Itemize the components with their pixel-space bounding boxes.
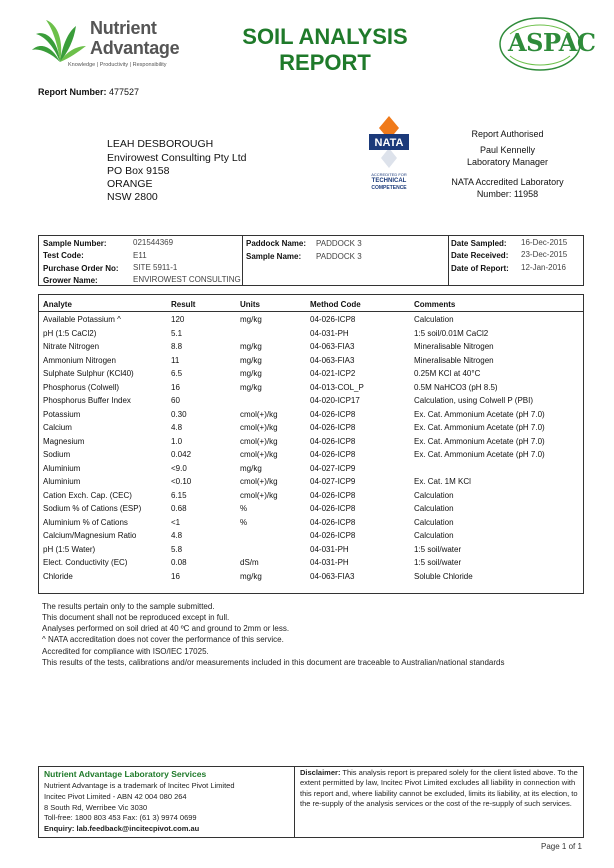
cell-analyte: Magnesium: [43, 436, 85, 446]
footer-line: 8 South Rd, Werribee Vic 3030: [44, 803, 148, 812]
sample-name-value: PADDOCK 3: [316, 252, 362, 261]
lab-services-title: Nutrient Advantage Laboratory Services: [44, 769, 207, 779]
cell-result: 11: [171, 355, 180, 365]
cell-result: 60: [171, 396, 180, 405]
cell-method: 04-063-FIA3: [310, 571, 355, 581]
address-po-box: PO Box 9158: [107, 165, 170, 177]
cell-method: 04-026-ICP8: [310, 450, 356, 459]
paddock-name-label: Paddock Name:: [246, 239, 307, 248]
cell-comments: Ex. Cat. Ammonium Acetate (pH 7.0): [414, 409, 545, 419]
cell-analyte: Sodium: [43, 450, 71, 459]
brand-name-line2: Advantage: [90, 38, 180, 58]
date-received-label: Date Received:: [451, 251, 509, 260]
cell-method: 04-020-ICP17: [310, 396, 360, 405]
aspac-logo-text: ASPAC: [508, 28, 596, 57]
sample-number-value: 021544369: [133, 238, 174, 247]
cell-method: 04-063-FIA3: [310, 342, 355, 351]
cell-comments: Calculation: [414, 517, 454, 527]
header-comments: Comments: [414, 300, 456, 309]
auth-nata-lab: NATA Accredited Laboratory: [451, 177, 564, 187]
nata-competence-text: COMPETENCE: [371, 185, 407, 191]
cell-analyte: Cation Exch. Cap. (CEC): [43, 490, 132, 500]
sample-box-divider: [242, 235, 243, 286]
cell-result: 0.68: [171, 504, 187, 513]
cell-units: %: [240, 517, 248, 527]
table-row: [0, 410, 614, 422]
table-row: [0, 423, 614, 435]
note-line: Accredited for compliance with ISO/IEC 17025.: [42, 647, 209, 656]
cell-comments: Calculation: [414, 531, 454, 540]
address-city: ORANGE: [107, 178, 153, 190]
cell-result: 16: [171, 382, 180, 392]
cell-comments: Calculation: [414, 315, 454, 324]
cell-analyte: Aluminium % of Cations: [43, 517, 128, 527]
table-row: [0, 369, 614, 381]
note-line: This document shall not be reproduced except in full.: [42, 613, 230, 622]
table-row: [0, 356, 614, 368]
cell-comments: Calculation: [414, 490, 454, 500]
cell-units: mg/kg: [240, 342, 262, 351]
cell-result: <1: [171, 517, 181, 527]
cell-method: 04-031-PH: [310, 544, 349, 554]
paddock-name-value: PADDOCK 3: [316, 239, 362, 248]
cell-method: 04-026-ICP8: [310, 531, 356, 540]
cell-result: 1.0: [171, 436, 183, 446]
address-state: NSW 2800: [107, 191, 158, 203]
table-row: [0, 504, 614, 516]
cell-result: <9.0: [171, 463, 187, 473]
cell-result: 0.30: [171, 409, 187, 419]
cell-comments: Ex. Cat. Ammonium Acetate (pH 7.0): [414, 436, 545, 446]
cell-comments: Calculation, using Colwell P (PBI): [414, 396, 534, 405]
cell-analyte: Phosphorus (Colwell): [43, 382, 120, 392]
table-row: [0, 450, 614, 462]
cell-method: 04-027-ICP9: [310, 477, 356, 486]
cell-method: 04-021-ICP2: [310, 369, 356, 378]
header-method: Method Code: [310, 300, 361, 309]
cell-method: 04-063-FIA3: [310, 355, 355, 365]
cell-comments: Ex. Cat. Ammonium Acetate (pH 7.0): [414, 450, 545, 459]
test-code-value: E11: [133, 251, 147, 260]
cell-analyte: Sodium % of Cations (ESP): [43, 504, 142, 513]
cell-method: 04-027-ICP9: [310, 463, 356, 473]
cell-method: 04-026-ICP8: [310, 490, 356, 500]
cell-analyte: Available Potassium ^: [43, 315, 121, 324]
auth-name: Paul Kennelly: [479, 145, 536, 155]
table-row: [0, 545, 614, 557]
cell-comments: Mineralisable Nitrogen: [414, 355, 494, 365]
cell-result: 5.8: [171, 544, 183, 554]
cell-units: cmol(+)/kg: [240, 450, 278, 459]
cell-result: 8.8: [171, 342, 183, 351]
cell-units: mg/kg: [240, 571, 262, 581]
purchase-order-label: Purchase Order No:: [43, 264, 119, 273]
note-line: The results pertain only to the sample submitted.: [42, 602, 215, 611]
cell-method: 04-026-ICP8: [310, 409, 356, 419]
footer-line: Incitec Pivot Limited - ABN 42 004 080 264: [44, 792, 187, 801]
cell-result: 6.15: [171, 490, 187, 500]
cell-analyte: pH (1:5 Water): [43, 544, 96, 554]
page-number: Page 1 of 1: [541, 842, 582, 851]
cell-units: cmol(+)/kg: [240, 490, 278, 500]
cell-units: cmol(+)/kg: [240, 436, 278, 446]
brand-name-line1: Nutrient: [90, 18, 157, 38]
purchase-order-value: SITE 5911-1: [133, 263, 178, 272]
cell-method: 04-013-COL_P: [310, 382, 364, 392]
cell-units: cmol(+)/kg: [240, 477, 278, 486]
address-company: Envirowest Consulting Pty Ltd: [107, 152, 247, 164]
note-line: This results of the tests, calibrations and/or measurements included in this document are traceable to Australian/national standards: [42, 658, 505, 667]
grower-name-label: Grower Name:: [43, 276, 98, 285]
cell-analyte: Aluminium: [43, 463, 81, 473]
nata-accredited-text: ACCREDITED FOR: [371, 172, 407, 177]
cell-result: 4.8: [171, 423, 183, 432]
cell-units: %: [240, 504, 248, 513]
header-analyte: Analyte: [43, 300, 72, 309]
header-result: Result: [171, 300, 196, 309]
cell-analyte: Calcium: [43, 423, 72, 432]
cell-result: 5.1: [171, 328, 183, 338]
cell-result: 4.8: [171, 531, 183, 540]
report-number-value: 477527: [109, 87, 140, 97]
cell-result: 0.042: [171, 450, 192, 459]
table-row: [0, 437, 614, 449]
note-line: Analyses performed on soil dried at 40 ºC and ground to 2mm or less.: [42, 624, 290, 633]
brand-tagline: Knowledge | Productivity | Responsibility: [68, 62, 167, 68]
report-number: [38, 87, 139, 97]
date-report-label: Date of Report:: [451, 264, 509, 273]
date-sampled-label: Date Sampled:: [451, 239, 507, 248]
footer-line: Nutrient Advantage is a trademark of Incitec Pivot Limited: [44, 781, 235, 790]
report-title-line2: REPORT: [279, 50, 371, 75]
date-report-value: 12-Jan-2016: [521, 263, 566, 272]
cell-comments: 1:5 soil/water: [414, 544, 462, 554]
sample-number-label: Sample Number:: [43, 239, 107, 248]
date-received-value: 23-Dec-2015: [521, 250, 568, 259]
table-row: [0, 531, 614, 543]
address-name: LEAH DESBOROUGH: [107, 138, 214, 150]
cell-units: mg/kg: [240, 355, 262, 365]
note-line: ^ NATA accreditation does not cover the performance of this service.: [42, 635, 284, 644]
cell-comments: 0.5M NaHCO3 (pH 8.5): [414, 382, 498, 392]
cell-comments: Calculation: [414, 504, 454, 513]
cell-comments: 1:5 soil/0.01M CaCl2: [414, 328, 489, 338]
cell-units: cmol(+)/kg: [240, 423, 278, 432]
cell-method: 04-031-PH: [310, 558, 349, 567]
cell-analyte: Aluminium: [43, 477, 81, 486]
cell-analyte: Potassium: [43, 409, 81, 419]
date-sampled-value: 16-Dec-2015: [521, 238, 568, 247]
footer-divider: [294, 766, 295, 838]
sample-box-divider: [448, 235, 449, 286]
cell-units: cmol(+)/kg: [240, 409, 278, 419]
cell-analyte: Phosphorus Buffer Index: [43, 396, 131, 405]
cell-analyte: Nitrate Nitrogen: [43, 342, 100, 351]
cell-result: 16: [171, 571, 180, 581]
cell-method: 04-031-PH: [310, 328, 349, 338]
test-code-label: Test Code:: [43, 251, 84, 260]
cell-analyte: pH (1:5 CaCl2): [43, 328, 97, 338]
sample-name-label: Sample Name:: [246, 252, 302, 261]
table-row: [0, 477, 614, 489]
enquiry-email[interactable]: Enquiry: lab.feedback@incitecpivot.com.au: [44, 824, 200, 833]
table-row: [0, 342, 614, 354]
auth-nata-number: Number: 11958: [476, 189, 539, 199]
report-title-line1: SOIL ANALYSIS: [242, 24, 408, 49]
footer-line: Toll-free: 1800 803 453 Fax: (61 3) 9974 0699: [44, 813, 197, 822]
cell-method: 04-026-ICP8: [310, 436, 356, 446]
cell-comments: 0.25M KCl at 40°C: [414, 369, 481, 378]
table-row: [0, 572, 614, 584]
cell-comments: Mineralisable Nitrogen: [414, 342, 494, 351]
cell-analyte: Elect. Conductivity (EC): [43, 558, 128, 567]
table-header-row: [0, 300, 614, 312]
disclaimer: [300, 768, 578, 809]
cell-units: mg/kg: [240, 382, 262, 392]
cell-result: 120: [171, 315, 185, 324]
cell-comments: 1:5 soil/water: [414, 558, 462, 567]
cell-comments: Ex. Cat. 1M KCl: [414, 477, 471, 486]
table-row: [0, 329, 614, 341]
cell-result: <0.10: [171, 477, 192, 486]
cell-units: mg/kg: [240, 463, 262, 473]
cell-comments: Soluble Chloride: [414, 571, 473, 581]
table-row: [0, 518, 614, 530]
cell-method: 04-026-ICP8: [310, 315, 356, 324]
cell-units: dS/m: [240, 558, 259, 567]
table-row: [0, 383, 614, 395]
nata-technical-text: TECHNICAL: [371, 178, 407, 184]
cell-analyte: Sulphate Sulphur (KCl40): [43, 369, 134, 378]
table-row: [0, 396, 614, 408]
auth-role: Laboratory Manager: [466, 157, 549, 167]
table-row: [0, 315, 614, 327]
cell-comments: Ex. Cat. Ammonium Acetate (pH 7.0): [414, 423, 545, 432]
cell-method: 04-026-ICP8: [310, 504, 356, 513]
table-row: [0, 464, 614, 476]
cell-result: 0.08: [171, 558, 187, 567]
cell-result: 6.5: [171, 369, 183, 378]
cell-analyte: Chloride: [43, 571, 73, 581]
cell-units: mg/kg: [240, 369, 262, 378]
cell-units: mg/kg: [240, 315, 262, 324]
table-row: [0, 558, 614, 570]
report-number-label: Report Number:: [38, 87, 107, 97]
cell-analyte: Ammonium Nitrogen: [43, 355, 116, 365]
header-units: Units: [240, 300, 260, 309]
cell-method: 04-026-ICP8: [310, 517, 356, 527]
nata-logo-word: NATA: [374, 137, 404, 149]
disclaimer-label: Disclaimer:: [300, 768, 341, 777]
disclaimer-text: This analysis report is prepared solely for the client listed above. To the extent permitted by law, Incitec Pivot Limited excludes all liability in connection with this report and, where liability cannot be excluded, limits its liability, at its election, to the re-supply of the analysis services or the cost of the re-supply of such services.: [300, 768, 578, 808]
auth-title: Report Authorised: [471, 129, 544, 139]
table-row: [0, 491, 614, 503]
cell-method: 04-026-ICP8: [310, 423, 356, 432]
cell-analyte: Calcium/Magnesium Ratio: [43, 531, 137, 540]
grower-name-value: ENVIROWEST CONSULTING: [133, 275, 241, 284]
